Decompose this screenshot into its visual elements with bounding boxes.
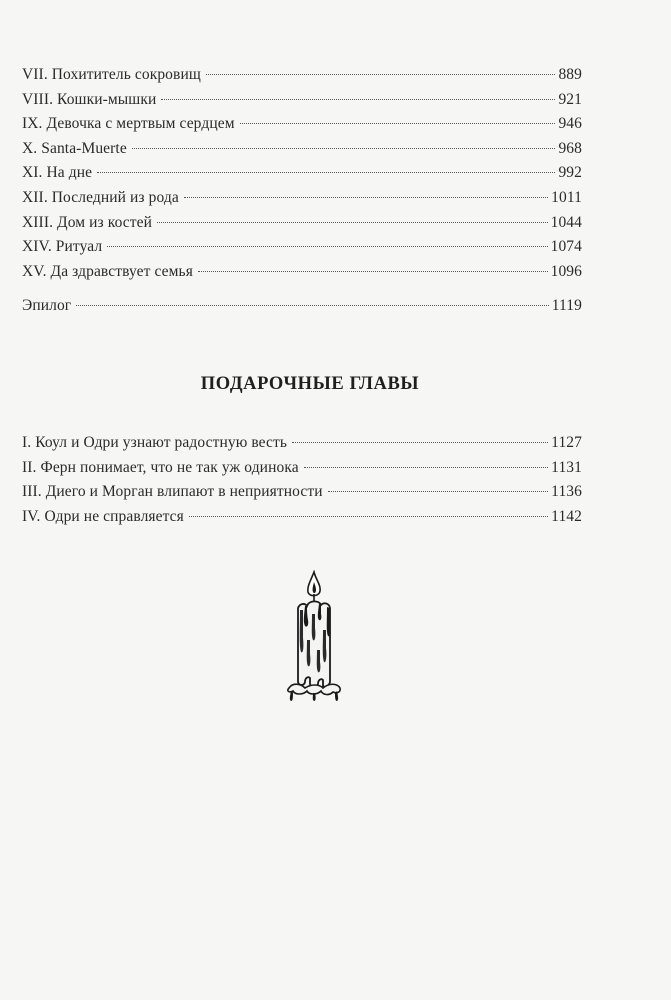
toc-entry-page: 1044 — [550, 213, 582, 231]
toc-entry-page: 1119 — [551, 297, 582, 315]
dot-leader — [161, 99, 555, 100]
toc-entry-title: XIII. Дом из костей — [22, 213, 153, 231]
toc-entry — [22, 434, 582, 459]
dot-leader — [240, 123, 556, 124]
table-of-contents-bonus — [22, 434, 582, 532]
melting-candle-icon — [283, 570, 345, 706]
toc-entry — [22, 508, 582, 533]
toc-entry — [22, 91, 582, 116]
dot-leader — [304, 467, 548, 468]
dot-leader — [157, 222, 548, 223]
toc-entry-title: II. Ферн понимает, что не так уж одинока — [22, 458, 299, 476]
toc-entry-title: XIV. Ритуал — [22, 238, 103, 256]
toc-entry-title: I. Коул и Одри узнают радостную весть — [22, 434, 288, 451]
bonus-chapters-heading: ПОДАРОЧНЫЕ ГЛАВЫ — [200, 374, 420, 394]
dot-leader — [132, 148, 556, 149]
toc-entry-title: IV. Одри не справляется — [22, 507, 184, 525]
toc-entry-title: Эпилог — [22, 297, 72, 315]
toc-entry-title: VIII. Кошки-мышки — [22, 90, 157, 108]
toc-entry-page: 1131 — [551, 458, 582, 476]
dot-leader — [206, 74, 556, 75]
toc-entry-page: 1011 — [551, 188, 582, 206]
toc-entry — [22, 66, 582, 91]
toc-entry — [22, 189, 582, 214]
toc-entry — [22, 483, 582, 508]
toc-entry-page: 1136 — [551, 483, 582, 501]
toc-entry-title: III. Диего и Морган влипают в неприятности — [22, 483, 323, 501]
toc-entry — [22, 140, 582, 165]
toc-entry — [22, 238, 582, 263]
toc-entry-title: XII. Последний из рода — [22, 188, 179, 206]
toc-entry-page: 889 — [558, 66, 582, 83]
toc-entry-page: 921 — [558, 90, 582, 108]
toc-entry — [22, 214, 582, 239]
toc-entry-page: 1096 — [550, 262, 582, 280]
toc-entry — [22, 459, 582, 484]
toc-entry-page: 992 — [558, 164, 582, 182]
toc-entry-title: X. Santa-Muerte — [22, 139, 127, 157]
toc-entry-title: XI. На дне — [22, 164, 93, 182]
toc-entry-title: XV. Да здравствует семья — [22, 262, 193, 280]
dot-leader — [184, 197, 548, 198]
toc-entry-title: VII. Похититель сокровищ — [22, 66, 201, 83]
toc-entry — [22, 263, 582, 288]
toc-entry — [22, 115, 582, 140]
table-of-contents-main — [22, 66, 582, 322]
dot-leader — [97, 172, 555, 173]
toc-entry-page: 946 — [558, 115, 582, 133]
toc-entry-page: 1142 — [551, 507, 582, 525]
dot-leader — [328, 491, 549, 492]
toc-entry-epilogue — [22, 297, 582, 322]
toc-entry-title: IX. Девочка с мертвым сердцем — [22, 115, 235, 133]
dot-leader — [189, 516, 548, 517]
toc-entry — [22, 164, 582, 189]
dot-leader — [76, 305, 548, 306]
toc-entry-page: 968 — [558, 139, 582, 157]
dot-leader — [292, 442, 548, 443]
toc-entry-page: 1074 — [550, 238, 582, 256]
dot-leader — [107, 246, 547, 247]
toc-entry-page: 1127 — [551, 434, 582, 451]
dot-leader — [198, 271, 548, 272]
